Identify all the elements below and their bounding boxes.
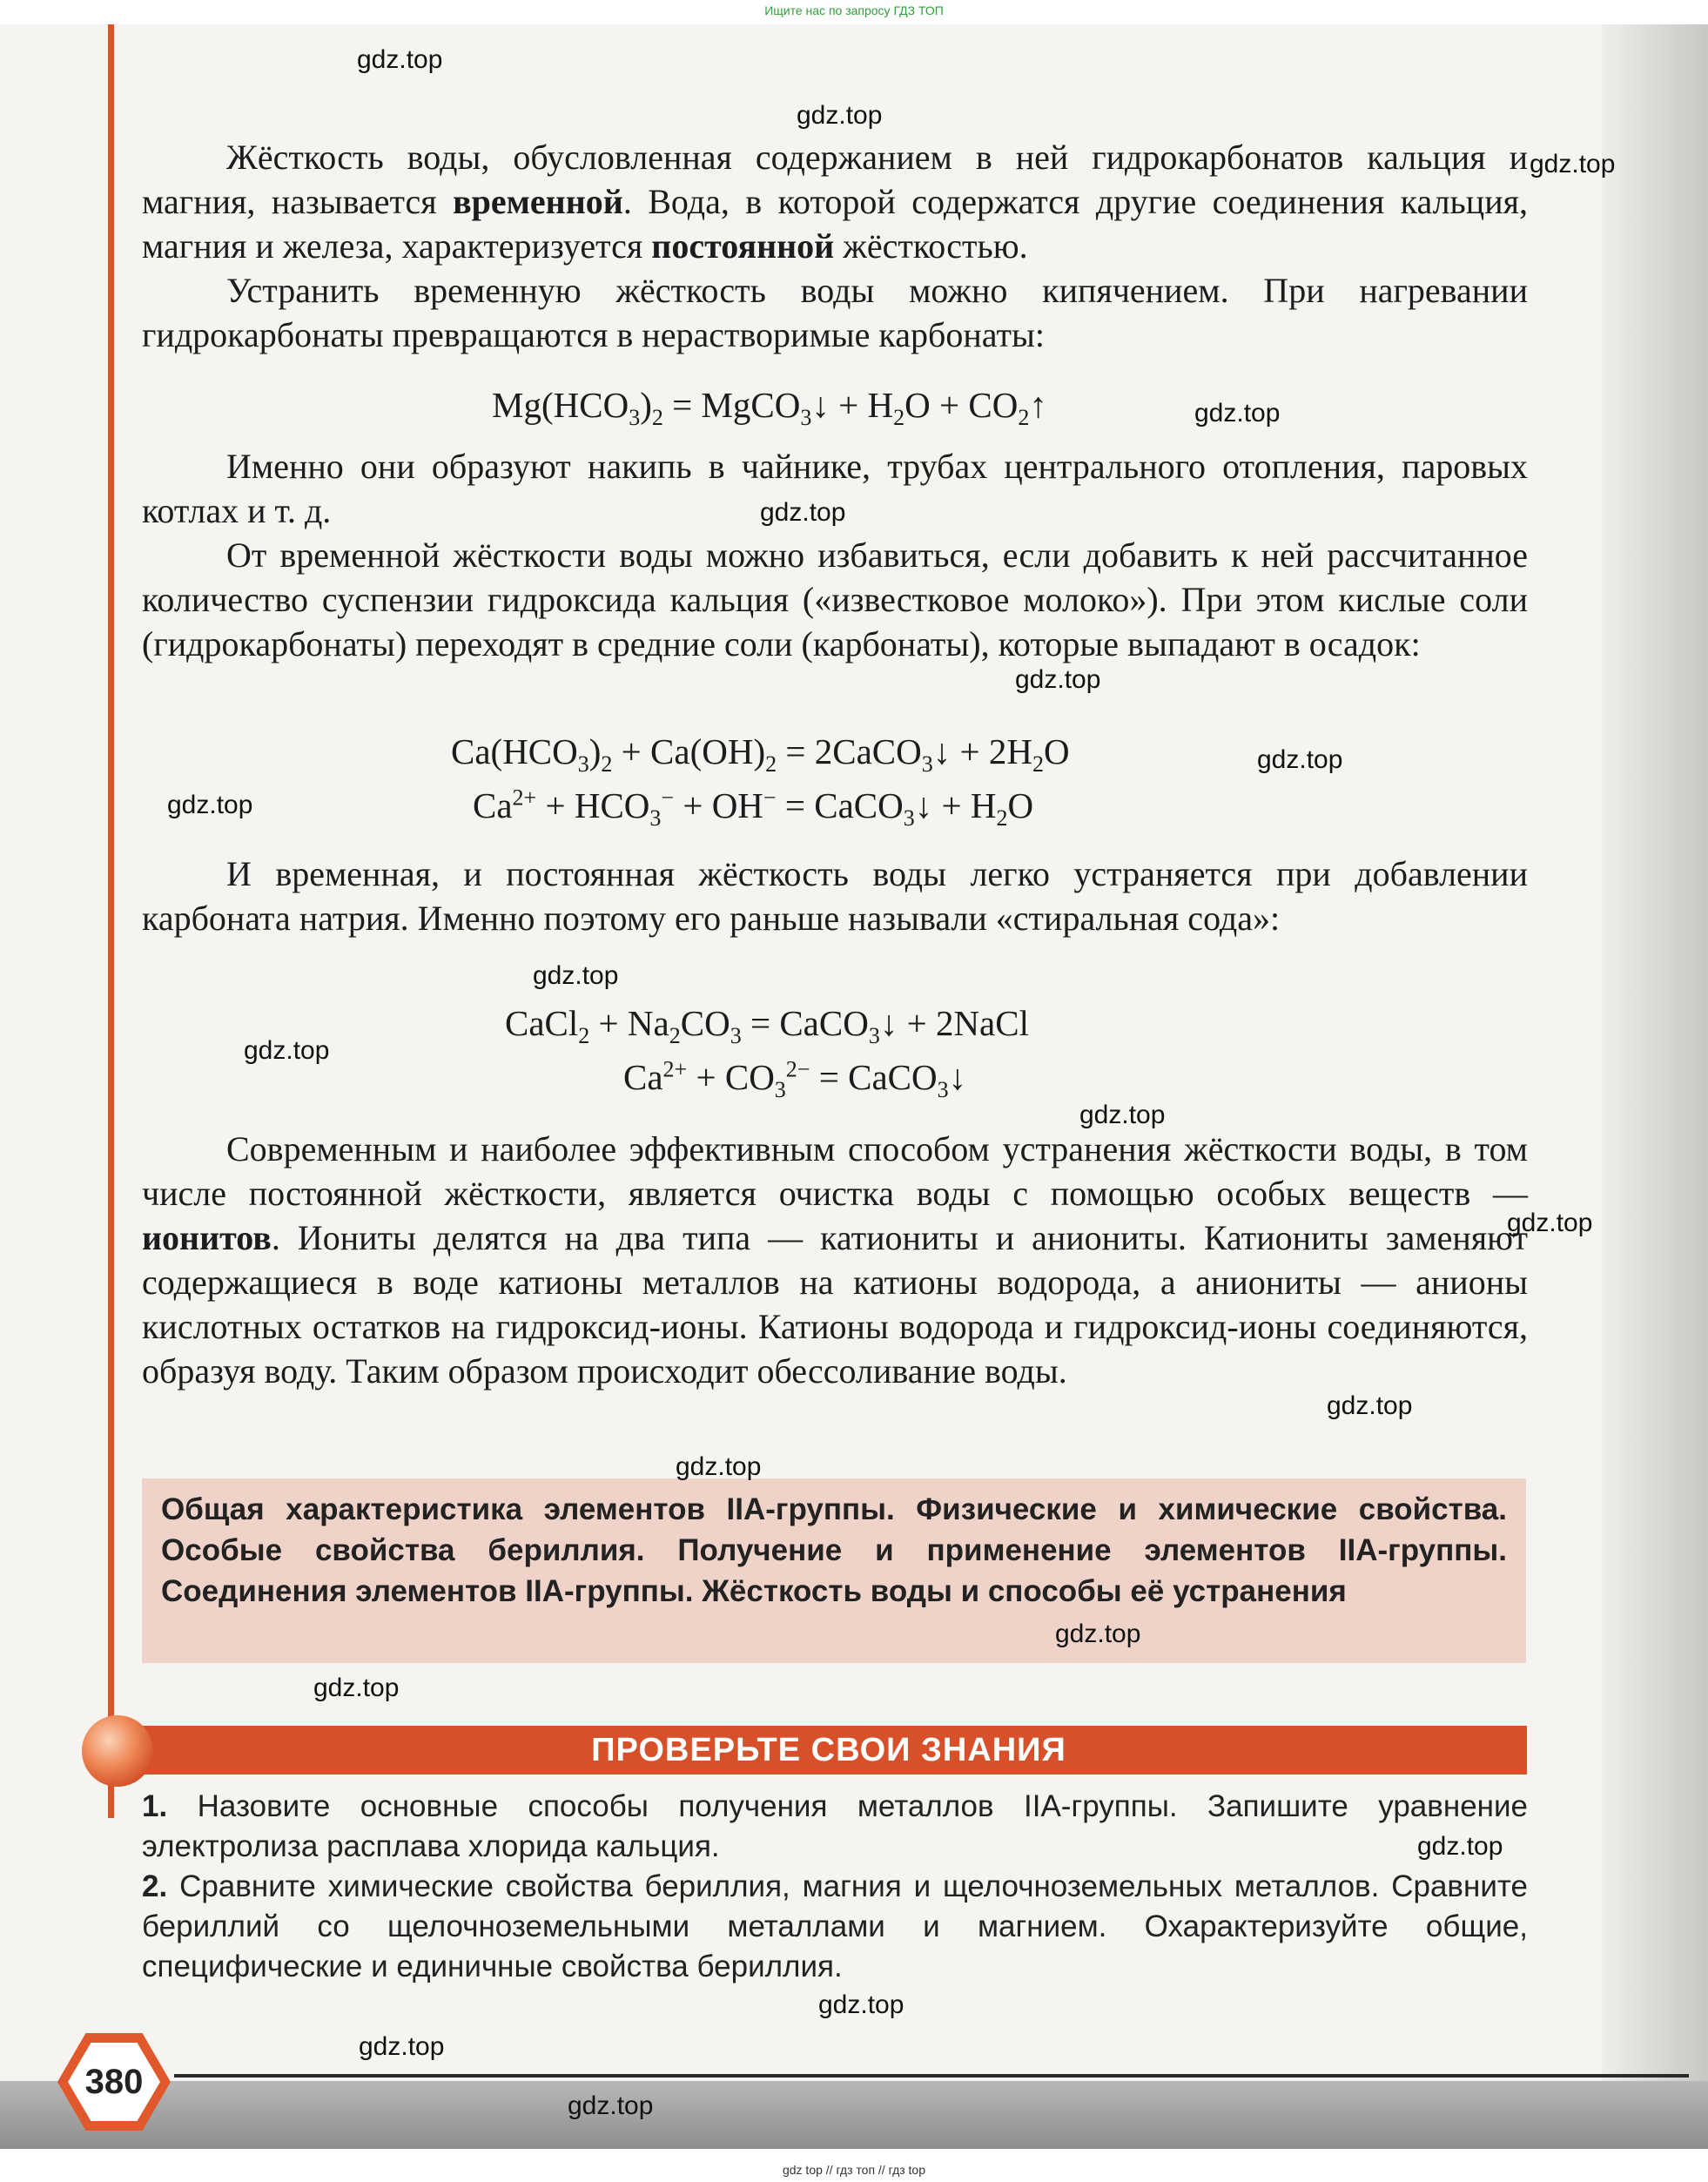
question-2: 2. Сравните химические свойства бериллия, магния и щелочноземельных металлов. Сравните бериллий со щелочноземельными металлами и магнием. Охарактеризуйте общие, специфические и единичные свойства бериллия. [142,1869,1528,1983]
watermark: gdz.top [818,1990,904,2019]
watermark: gdz.top [1257,745,1343,774]
watermark: gdz.top [1507,1209,1593,1237]
question-1: 1. Назовите основные способы получения металлов IIA-группы. Запишите уравнение электролиза расплава хлорида кальция. [142,1789,1528,1863]
watermark: gdz.top [760,498,846,527]
main-text-p6 [142,1127,1528,1393]
watermark: gdz.top [244,1036,330,1065]
bottom-rule [174,2074,1689,2078]
watermark: gdz.top [1015,665,1101,694]
questions-list [142,1787,1528,1987]
watermark: gdz.top [1327,1391,1413,1420]
equation-5: $Ca^{2+} + CO_3^{2-}$ = CaCO$_3$↓ [623,1056,967,1103]
paragraph-5: И временная, и постоянная жёсткость воды легко устраняется при добавлении карбоната натрия. Именно поэтому его раньше называли «стиральная сода»: [142,854,1528,938]
equation-4: CaCl$_2$ + $Na_2CO_3$ = CaCO$_3$↓ + 2NaCl [505,1003,1029,1049]
summary-box: Общая характеристика элементов IIA-группы. Физические и химические свойства. Особые свойства бериллия. Получение и применение элементов IIA-группы. Соединения элементов IIA-группы. Жёсткость воды и способы её устранения [142,1478,1526,1663]
footer-links[interactable]: gdz top // гдз топ // гдз top [782,2163,926,2177]
bottom-scan-band [0,2081,1708,2149]
equation-2: $Ca(HCO_3)_2 + Ca(OH)_2$ = 2CaCO$_3$↓ + $2H_2O$ [451,731,1070,778]
paragraph-3: Именно они образуют накипь в чайнике, трубах центрального отопления, паровых котлах и т. д. [142,447,1528,530]
page-edge-shadow [1602,24,1708,2149]
watermark: gdz.top [359,2032,445,2061]
watermark: gdz.top [1055,1620,1141,1648]
watermark: gdz.top [1079,1101,1166,1129]
paragraph-4: От временной жёсткости воды можно избавиться, если добавить к ней рассчитанное количество суспензии гидроксида кальция («известковое молоко»). При этом кислые соли (гидрокарбонаты) переходят в средние соли (карбонаты), которые выпадают в осадок: [142,535,1528,663]
main-text-top [142,135,1528,357]
page-number: 380 [84,2063,144,2101]
watermark: gdz.top [797,101,883,130]
watermark: gdz.top [167,791,253,819]
watermark: gdz.top [533,961,619,990]
watermark: gdz.top [676,1452,762,1481]
watermark: gdz.top [568,2091,654,2120]
watermark: gdz.top [313,1674,400,1702]
watermark: gdz.top [357,45,443,74]
section-title: ПРОВЕРЬТЕ СВОИ ЗНАНИЯ [591,1732,1066,1768]
paragraph-6: Современным и наиболее эффективным способом устранения жёсткости воды, в том числе постоянной жёсткости, является очистка воды с помощью особых веществ — ионитов. Иониты делятся на два типа — катиониты и аниониты. Катиониты заменяют содержащиеся в воде катионы металлов на катионы водорода, а аниониты — анионы кислотных остатков на гидроксид-ионы. Катионы водорода и гидроксид-ионы соединяются, образуя воду. Таким образом происходит обессоливание воды. [142,1129,1528,1391]
margin-line [108,24,114,1818]
paragraph-2: Устранить временную жёсткость воды можно кипячением. При нагревании гидрокарбонаты превращаются в нерастворимые карбонаты: [142,271,1528,354]
header-link[interactable]: Ищите нас по запросу ГДЗ ТОП [764,3,944,17]
watermark: gdz.top [1530,150,1616,178]
main-text-mid [142,444,1528,666]
watermark: gdz.top [1194,399,1281,428]
equation-1: $Mg(HCO_3)_2$ = MgCO$_3$↓ + $H_2O$ + $CO_2↑$ [492,385,1047,431]
watermark: gdz.top [1417,1832,1503,1861]
main-text-p5 [142,852,1528,940]
paragraph-1: Жёсткость воды, обусловленная содержанием в ней гидрокарбонатов кальция и магния, называется временной. Вода, в которой содержатся другие соединения кальция, магния и железа, характеризуется постоянной жёсткостью. [142,138,1529,266]
equation-3: $Ca^{2+} + HCO_3^- + OH^-$ = CaCO$_3$↓ + $H_2O$ [473,785,1034,832]
